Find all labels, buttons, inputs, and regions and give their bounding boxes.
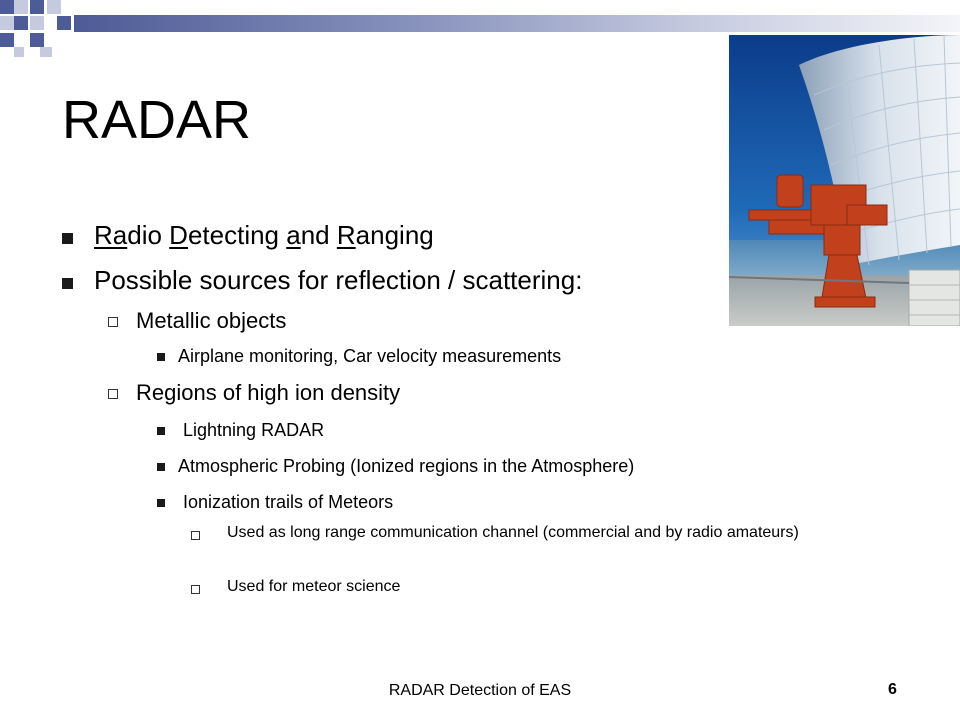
acronym-a: a xyxy=(286,220,301,250)
bullet-square-icon xyxy=(62,233,73,244)
bullet-hollow-square-icon xyxy=(108,389,118,399)
sources-bullet: Possible sources for reflection / scattering: xyxy=(94,265,583,295)
page-number: 6 xyxy=(888,681,897,698)
atmospheric-bullet: Atmospheric Probing (Ionized regions in the Atmosphere) xyxy=(178,456,635,476)
bullet-square-icon xyxy=(157,463,165,471)
bullet-hollow-square-icon xyxy=(191,531,200,540)
bullet-hollow-square-icon xyxy=(108,317,118,327)
bullet-square-icon xyxy=(62,278,73,289)
acronym-nd: nd xyxy=(300,220,337,250)
airplane-bullet: Airplane monitoring, Car velocity measurements xyxy=(178,346,562,366)
acronym-r: R xyxy=(336,220,356,250)
acronym-ra: Ra xyxy=(94,220,128,250)
metallic-bullet: Metallic objects xyxy=(136,308,287,333)
bullet-square-icon xyxy=(157,427,165,435)
science-bullet: Used for meteor science xyxy=(227,578,401,595)
regions-bullet: Regions of high ion density xyxy=(136,380,401,405)
slide-title: RADAR xyxy=(62,90,252,150)
acronym-line xyxy=(94,219,434,251)
bullet-square-icon xyxy=(157,353,165,361)
bullet-square-icon xyxy=(157,499,165,507)
acronym-dio: dio xyxy=(127,220,170,250)
footer-text: RADAR Detection of EAS xyxy=(388,682,572,699)
acronym-anging: anging xyxy=(355,220,434,250)
ionization-bullet: Ionization trails of Meteors xyxy=(178,492,394,512)
acronym-d: D xyxy=(169,220,188,250)
longrange-bullet: Used as long range communication channel (commercial and by radio amateurs) xyxy=(227,524,799,541)
lightning-bullet: Lightning RADAR xyxy=(178,420,325,440)
acronym-etecting: etecting xyxy=(187,220,287,250)
bullet-hollow-square-icon xyxy=(191,585,200,594)
